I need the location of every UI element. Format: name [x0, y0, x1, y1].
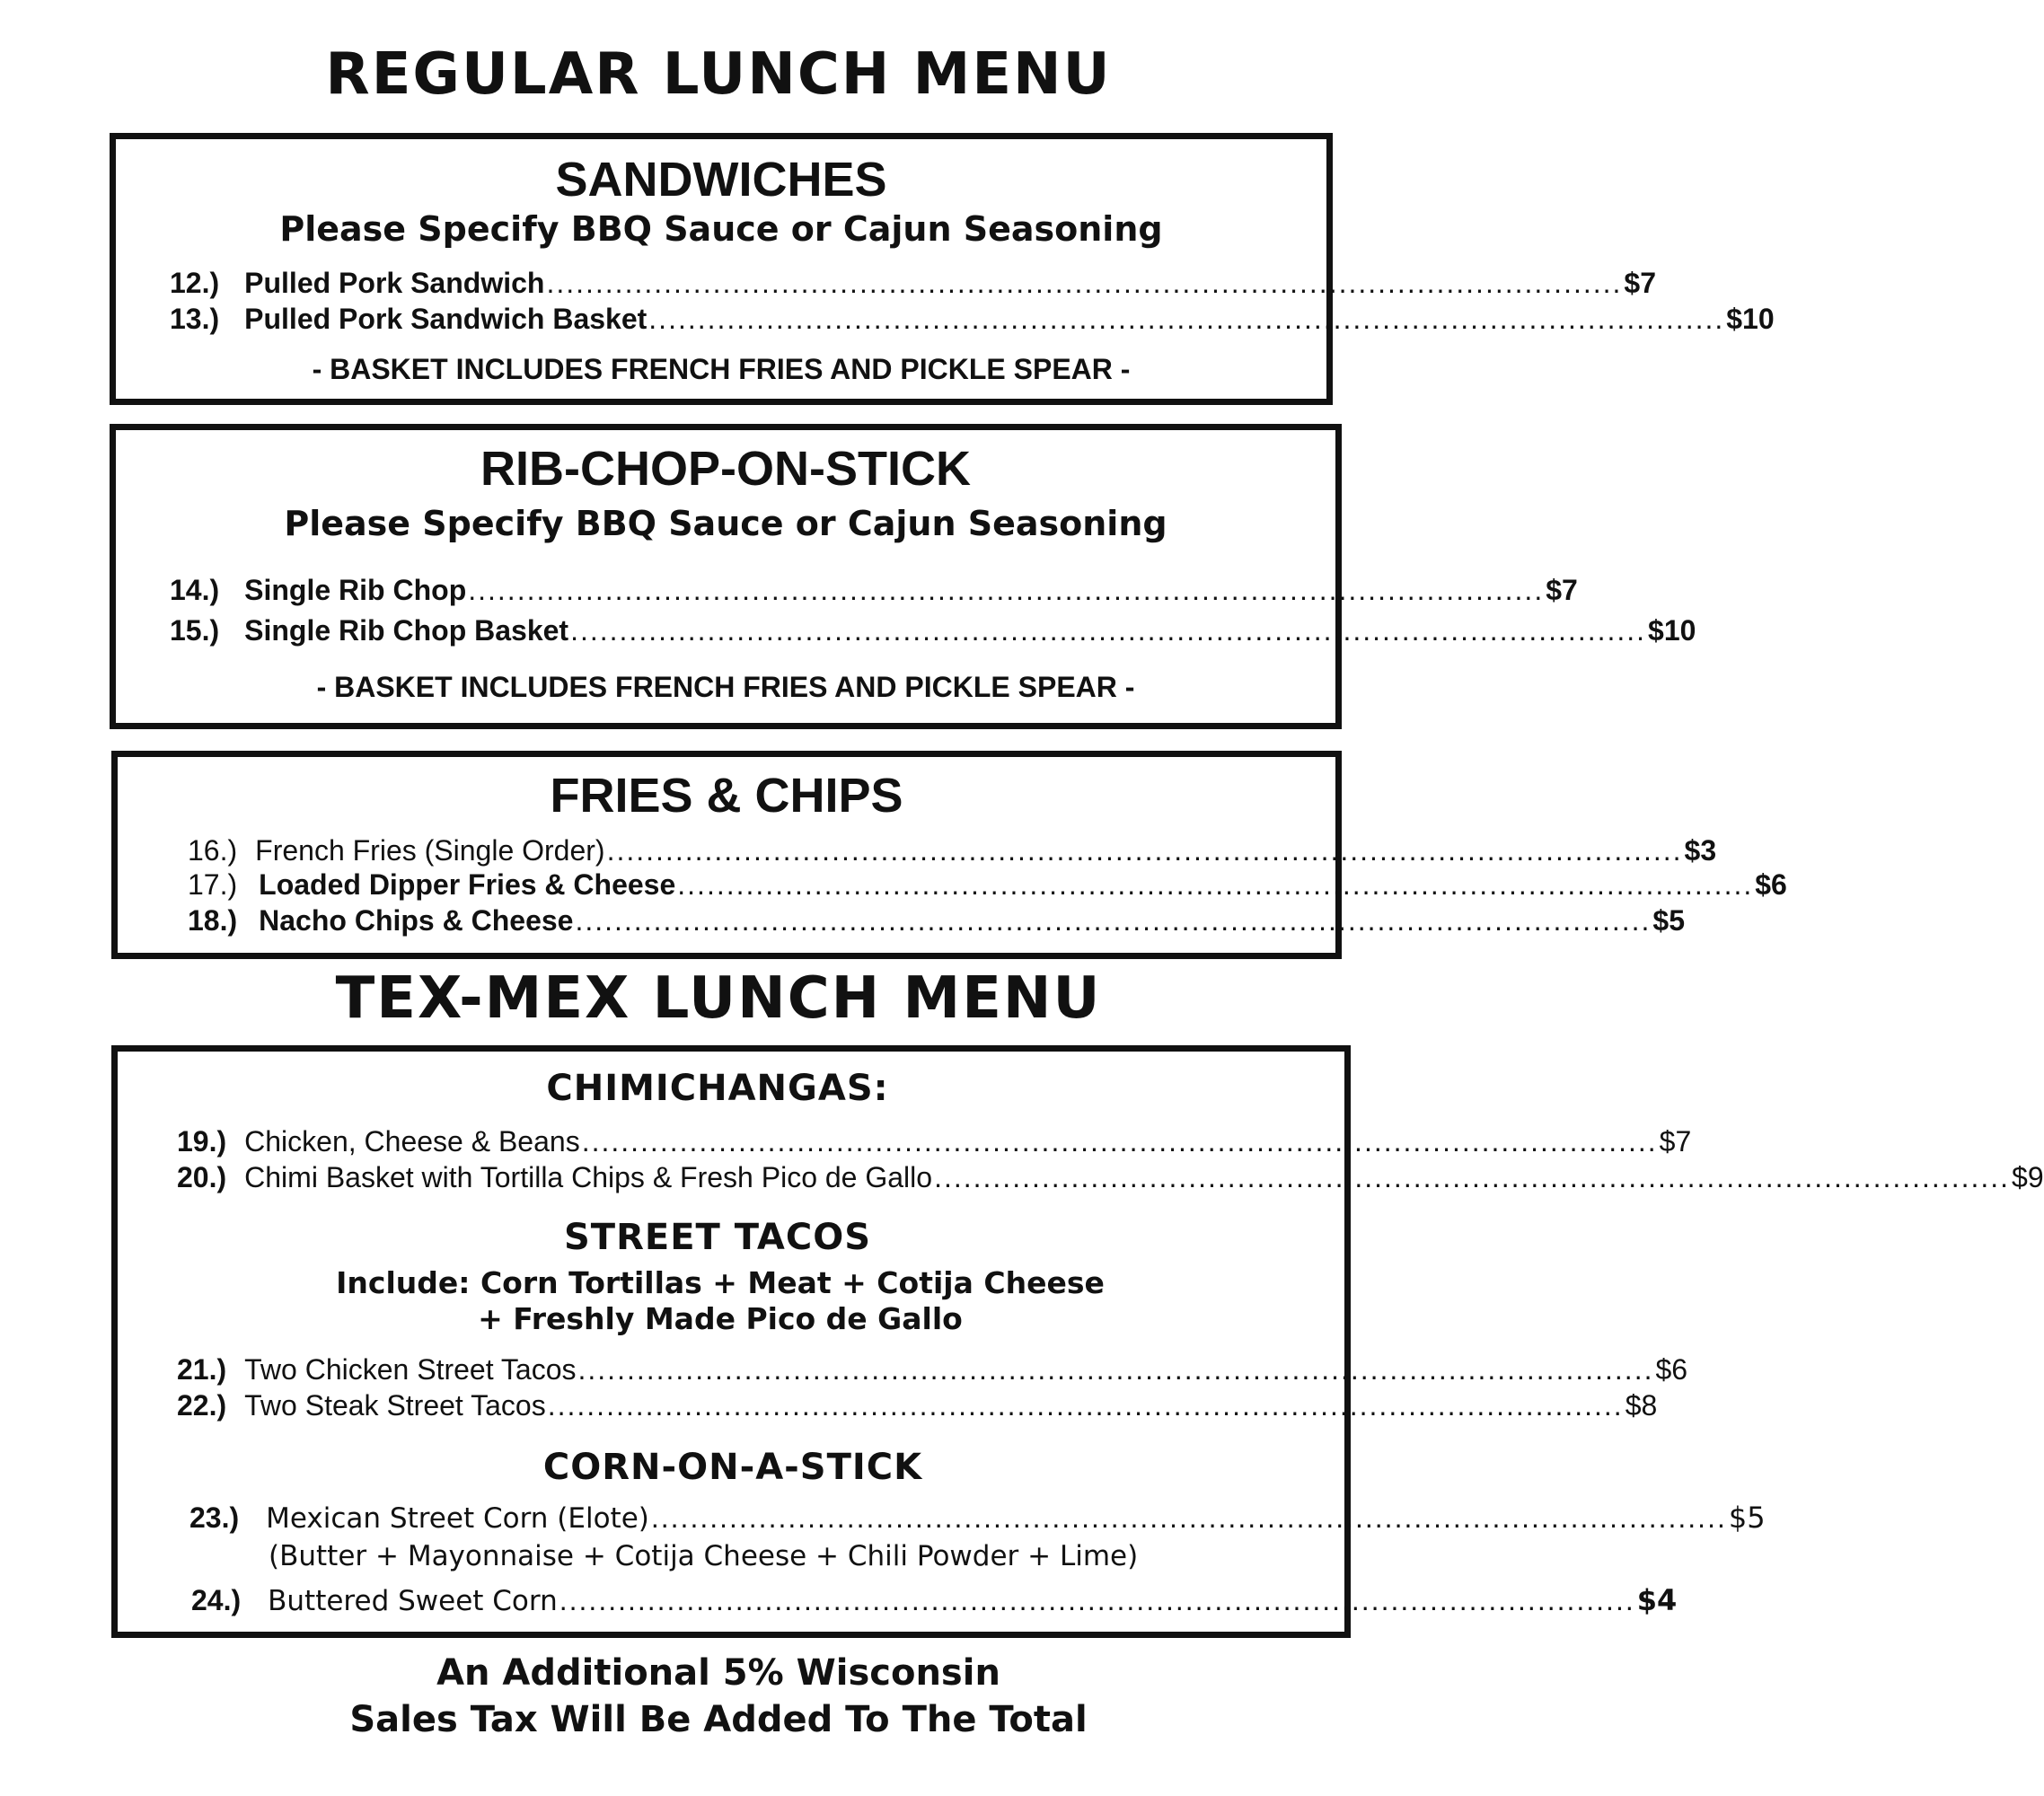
dot-leader: .............................................................................................................. — [606, 834, 1683, 867]
sandwiches-subheading: Please Specify BBQ Sauce or Cajun Seasoning — [279, 209, 1163, 249]
dot-leader: .............................................................................................................. — [570, 614, 1647, 647]
elote-description: (Butter + Mayonnaise + Cotija Cheese + Chili Powder + Lime) — [269, 1540, 1139, 1572]
menu-item — [177, 1161, 2044, 1194]
item-name: Mexican Street Corn (Elote) — [266, 1502, 649, 1535]
rib-chop-heading: RIB-CHOP-ON-STICK — [480, 442, 971, 496]
basket-note: - BASKET INCLUDES FRENCH FRIES AND PICKLE SPEAR - — [312, 353, 1131, 385]
item-number: 17.) — [188, 868, 238, 901]
menu-item — [177, 1125, 1692, 1158]
menu-item — [188, 834, 1717, 867]
item-number: 14.) — [170, 574, 220, 606]
item-name: Loaded Dipper Fries & Cheese — [259, 868, 676, 901]
item-number: 19.) — [177, 1125, 227, 1158]
chimichangas-heading: CHIMICHANGAS: — [546, 1068, 889, 1109]
item-number: 15.) — [170, 614, 220, 647]
sandwiches-heading: SANDWICHES — [555, 153, 887, 207]
item-price: $5 — [1652, 904, 1686, 937]
dot-leader: .............................................................................................................. — [547, 1389, 1624, 1422]
texmex-section — [111, 1045, 2044, 1638]
item-price: $7 — [1546, 574, 1578, 606]
item-price: $6 — [1755, 868, 1787, 901]
item-name: Pulled Pork Sandwich Basket — [244, 303, 648, 335]
menu-item — [170, 303, 1775, 336]
dot-leader: .............................................................................................................. — [575, 904, 1652, 937]
fries-chips-section — [111, 751, 1787, 959]
item-number: 22.) — [177, 1389, 227, 1422]
rib-chop-section — [110, 424, 1696, 729]
dot-leader: .............................................................................................................. — [648, 303, 1725, 335]
dot-leader: .............................................................................................................. — [581, 1125, 1658, 1158]
menu-item — [177, 1389, 1658, 1422]
item-name: Two Chicken Street Tacos — [244, 1353, 577, 1386]
menu-item — [170, 267, 1656, 300]
item-price: $10 — [1726, 303, 1775, 335]
menu-item — [189, 1501, 1766, 1535]
item-name: Single Rib Chop — [244, 574, 467, 606]
item-price: $7 — [1624, 267, 1656, 299]
menu-item — [170, 614, 1696, 647]
dot-leader: .............................................................................................................. — [577, 1353, 1654, 1386]
item-number: 13.) — [170, 303, 220, 335]
item-price: $4 — [1636, 1583, 1678, 1617]
item-name: Buttered Sweet Corn — [268, 1585, 558, 1617]
dot-leader: .............................................................................................................. — [468, 574, 1545, 606]
fries-chips-heading: FRIES & CHIPS — [550, 769, 903, 823]
item-number: 24.) — [191, 1584, 242, 1616]
item-name: Chimi Basket with Tortilla Chips & Fresh Pico de Gallo — [244, 1161, 933, 1193]
item-price: $3 — [1684, 834, 1717, 867]
corn-heading: CORN-ON-A-STICK — [542, 1447, 923, 1488]
menu-item — [170, 574, 1578, 607]
dot-leader: .............................................................................................................. — [546, 267, 1623, 299]
tax-notice-line1: An Additional 5% Wisconsin — [436, 1652, 1000, 1694]
menu-item — [188, 868, 1787, 902]
item-name: Two Steak Street Tacos — [244, 1389, 546, 1422]
menu-item — [191, 1583, 1678, 1617]
dot-leader: .............................................................................................................. — [677, 868, 1754, 901]
menu-item — [177, 1353, 1688, 1387]
basket-note: - BASKET INCLUDES FRENCH FRIES AND PICKLE SPEAR - — [316, 671, 1135, 703]
item-number: 20.) — [177, 1161, 227, 1193]
dot-leader: .............................................................................................................. — [650, 1501, 1727, 1534]
dot-leader: .............................................................................................................. — [934, 1161, 2011, 1193]
texmex-menu-title: TEX-MEX LUNCH MENU — [335, 965, 1102, 1032]
item-price: $8 — [1625, 1389, 1658, 1422]
item-number: 21.) — [177, 1353, 227, 1386]
item-name: Single Rib Chop Basket — [244, 614, 569, 647]
item-price: $7 — [1659, 1125, 1692, 1158]
item-name: French Fries (Single Order) — [255, 834, 605, 867]
tax-notice-line2: Sales Tax Will Be Added To The Total — [349, 1699, 1088, 1740]
item-price: $9 — [2012, 1161, 2044, 1193]
sandwiches-section — [110, 133, 1775, 405]
street-tacos-heading: STREET TACOS — [563, 1217, 872, 1258]
rib-chop-subheading: Please Specify BBQ Sauce or Cajun Seasoning — [284, 504, 1167, 543]
menu-item — [188, 904, 1686, 938]
item-name: Nacho Chips & Cheese — [259, 904, 574, 937]
tacos-include-line1: Include: Corn Tortillas + Meat + Cotija Cheese — [336, 1265, 1105, 1300]
item-number: 12.) — [170, 267, 220, 299]
item-number: 16.) — [188, 834, 238, 867]
item-number: 18.) — [188, 904, 238, 937]
item-price: $6 — [1655, 1353, 1688, 1386]
item-price: $10 — [1648, 614, 1696, 647]
item-number: 23.) — [189, 1501, 240, 1534]
item-name: Chicken, Cheese & Beans — [244, 1125, 580, 1158]
item-name: Pulled Pork Sandwich — [244, 267, 545, 299]
dot-leader: .............................................................................................................. — [559, 1584, 1635, 1616]
regular-menu-title: REGULAR LUNCH MENU — [325, 41, 1112, 108]
tacos-include-line2: + Freshly Made Pico de Gallo — [478, 1301, 963, 1336]
item-price: $5 — [1728, 1501, 1766, 1535]
